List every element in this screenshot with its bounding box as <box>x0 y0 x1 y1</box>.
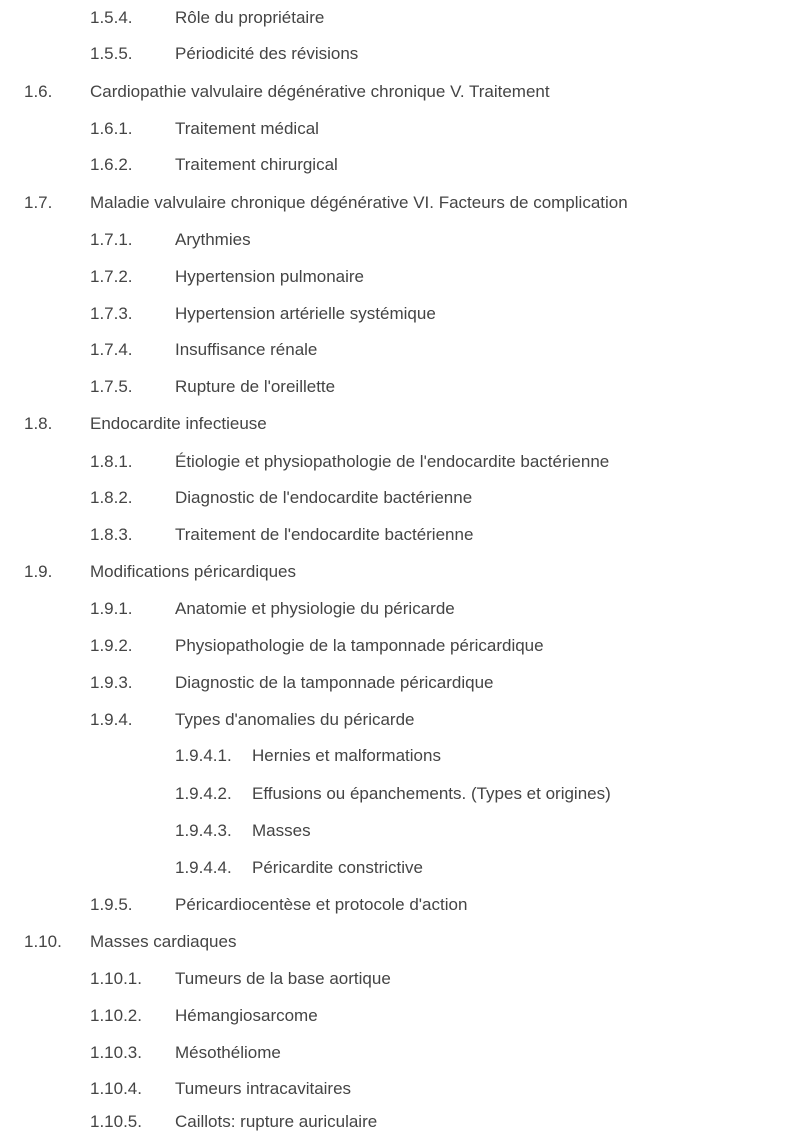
toc-item-number: 1.9.4.1. <box>175 746 232 765</box>
toc-item-number: 1.9.4.3. <box>175 821 232 840</box>
toc-item-title: Rupture de l'oreillette <box>175 377 336 396</box>
toc-item-title: Traitement chirurgical <box>175 155 338 174</box>
toc-item-title: Types d'anomalies du péricarde <box>175 710 415 729</box>
toc-item-number: 1.7. <box>24 193 53 212</box>
toc-item-number: 1.5.5. <box>90 44 133 63</box>
toc-item-title: Masses cardiaques <box>90 932 237 951</box>
toc-item-title: Péricardiocentèse et protocole d'action <box>175 895 468 914</box>
toc-item-number: 1.10.2. <box>90 1006 142 1025</box>
toc-item-title: Étiologie et physiopathologie de l'endocardite bactérienne <box>175 452 610 471</box>
toc-item-title: Hernies et malformations <box>252 746 441 765</box>
toc-item-number: 1.7.4. <box>90 340 133 359</box>
toc-item-number: 1.9.1. <box>90 599 133 618</box>
toc-item-title: Rôle du propriétaire <box>175 8 325 27</box>
toc-item-title: Mésothéliome <box>175 1043 281 1062</box>
toc-item-number: 1.9.4.2. <box>175 784 232 803</box>
toc-item-number: 1.10.5. <box>90 1112 142 1131</box>
toc-item-title: Physiopathologie de la tamponnade péricardique <box>175 636 544 655</box>
toc-item-title: Arythmies <box>175 230 251 249</box>
toc-item-title: Hémangiosarcome <box>175 1006 318 1025</box>
toc-item-number: 1.5.4. <box>90 8 133 27</box>
toc-item-title: Endocardite infectieuse <box>90 414 267 433</box>
toc-item-number: 1.9.4. <box>90 710 133 729</box>
toc-item-title: Traitement médical <box>175 119 319 138</box>
toc-item-number: 1.9. <box>24 562 53 581</box>
toc-item-title: Insuffisance rénale <box>175 340 318 359</box>
toc-item-number: 1.8. <box>24 414 53 433</box>
toc-item-title: Diagnostic de la tamponnade péricardique <box>175 673 494 692</box>
toc-item-number: 1.8.2. <box>90 488 133 507</box>
toc-item-number: 1.10.1. <box>90 969 142 988</box>
toc-item-number: 1.7.1. <box>90 230 133 249</box>
toc-item-number: 1.6.2. <box>90 155 133 174</box>
toc-item-title: Péricardite constrictive <box>252 858 424 877</box>
toc-item-title: Effusions ou épanchements. (Types et origines) <box>252 784 611 803</box>
toc-item-title: Hypertension artérielle systémique <box>175 304 436 323</box>
toc-item-title: Anatomie et physiologie du péricarde <box>175 599 455 618</box>
toc-item-title: Traitement de l'endocardite bactérienne <box>175 525 474 544</box>
toc-item-number: 1.9.4.4. <box>175 858 232 877</box>
toc-item-title: Hypertension pulmonaire <box>175 267 364 286</box>
toc-item-number: 1.7.3. <box>90 304 133 323</box>
toc-item-title: Modifications péricardiques <box>90 562 296 581</box>
toc-item-number: 1.9.2. <box>90 636 133 655</box>
toc-item-number: 1.7.5. <box>90 377 133 396</box>
toc-item-title: Caillots: rupture auriculaire <box>175 1112 378 1131</box>
toc-item-number: 1.9.3. <box>90 673 133 692</box>
toc-item-number: 1.10. <box>24 932 62 951</box>
toc-item-number: 1.6.1. <box>90 119 133 138</box>
toc-item-title: Cardiopathie valvulaire dégénérative chronique V. Traitement <box>90 82 550 101</box>
toc-item-number: 1.7.2. <box>90 267 133 286</box>
toc-item-number: 1.9.5. <box>90 895 133 914</box>
toc-item-title: Tumeurs intracavitaires <box>175 1079 352 1098</box>
toc-item-number: 1.8.1. <box>90 452 133 471</box>
toc-item-number: 1.6. <box>24 82 53 101</box>
toc-item-title: Masses <box>252 821 311 840</box>
toc-item-number: 1.10.4. <box>90 1079 142 1098</box>
toc-item-number: 1.8.3. <box>90 525 133 544</box>
toc-item-title: Tumeurs de la base aortique <box>175 969 391 988</box>
toc-item-title: Maladie valvulaire chronique dégénérative VI. Facteurs de complication <box>90 193 628 212</box>
toc-item-number: 1.10.3. <box>90 1043 142 1062</box>
toc-item-title: Diagnostic de l'endocardite bactérienne <box>175 488 473 507</box>
toc-item-title: Périodicité des révisions <box>175 44 359 63</box>
